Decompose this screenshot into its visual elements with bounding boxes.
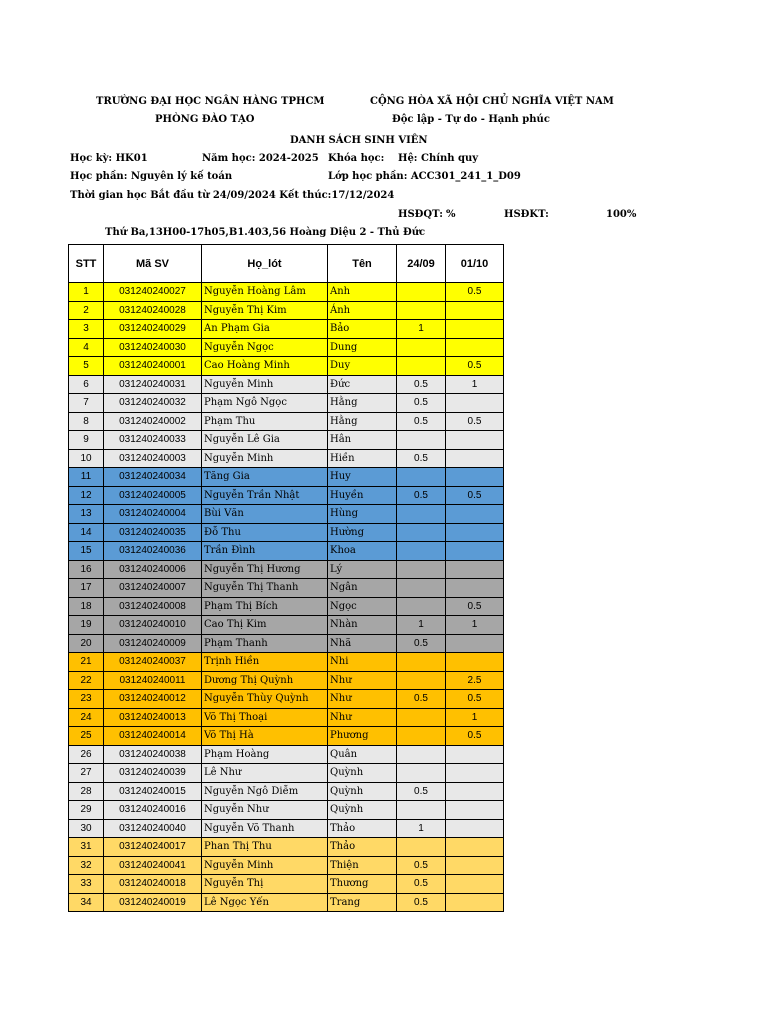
cell-score-0110 [446, 301, 504, 320]
cell-last-middle-name: Nguyễn Thị Thanh [202, 579, 328, 598]
cell-last-middle-name: Nguyễn Trần Nhật [202, 486, 328, 505]
table-row [69, 412, 504, 431]
table-row [69, 542, 504, 561]
cell-student-id: 031240240017 [104, 838, 202, 857]
cell-student-id: 031240240003 [104, 449, 202, 468]
cell-first-name: Hân [328, 431, 397, 450]
cell-score-0110 [446, 801, 504, 820]
cell-stt: 16 [69, 560, 104, 579]
cell-score-2409: 0.5 [397, 375, 446, 394]
cell-stt: 17 [69, 579, 104, 598]
cell-last-middle-name: Cao Thị Kim [202, 616, 328, 635]
table-row [69, 597, 504, 616]
table-row [69, 579, 504, 598]
cell-stt: 18 [69, 597, 104, 616]
class-code: Lớp học phần: ACC301_241_1_D09 [328, 171, 521, 182]
cell-first-name: Ngân [328, 579, 397, 598]
cell-score-2409 [397, 801, 446, 820]
cell-stt: 34 [69, 893, 104, 912]
cell-score-0110 [446, 338, 504, 357]
cell-student-id: 031240240030 [104, 338, 202, 357]
cell-first-name: Như [328, 690, 397, 709]
cell-first-name: Như [328, 671, 397, 690]
table-row [69, 301, 504, 320]
cell-student-id: 031240240012 [104, 690, 202, 709]
table-row [69, 449, 504, 468]
cell-score-0110 [446, 634, 504, 653]
header-date-0110: 01/10 [446, 245, 504, 283]
table-row [69, 690, 504, 709]
cell-last-middle-name: Tăng Gia [202, 468, 328, 487]
cell-stt: 14 [69, 523, 104, 542]
cell-stt: 24 [69, 708, 104, 727]
table-row [69, 634, 504, 653]
cell-score-0110 [446, 745, 504, 764]
cell-score-2409: 0.5 [397, 486, 446, 505]
cell-last-middle-name: Nguyễn Thị Kim [202, 301, 328, 320]
cell-score-2409: 0.5 [397, 893, 446, 912]
hsdqt-value: % [446, 209, 456, 220]
cell-score-2409: 0.5 [397, 690, 446, 709]
table-row [69, 283, 504, 302]
cell-last-middle-name: Nguyễn Minh [202, 375, 328, 394]
cell-first-name: Hùng [328, 505, 397, 524]
cell-score-2409 [397, 727, 446, 746]
cell-first-name: Lý [328, 560, 397, 579]
cell-first-name: Nhã [328, 634, 397, 653]
table-row [69, 468, 504, 487]
cell-score-0110 [446, 653, 504, 672]
cell-score-2409: 0.5 [397, 782, 446, 801]
table-row [69, 320, 504, 339]
cell-score-0110: 1 [446, 708, 504, 727]
cell-first-name: Như [328, 708, 397, 727]
cell-student-id: 031240240006 [104, 560, 202, 579]
table-row [69, 560, 504, 579]
cell-first-name: Ánh [328, 301, 397, 320]
cell-score-0110 [446, 838, 504, 857]
cell-stt: 13 [69, 505, 104, 524]
cell-first-name: Duy [328, 357, 397, 376]
cell-score-0110 [446, 579, 504, 598]
table-row [69, 708, 504, 727]
cell-student-id: 031240240015 [104, 782, 202, 801]
cell-last-middle-name: Nguyễn Thị Hương [202, 560, 328, 579]
cell-first-name: Dung [328, 338, 397, 357]
cohort-label: Khóa học: [328, 153, 385, 164]
cell-score-2409: 0.5 [397, 856, 446, 875]
academic-year: Năm học: 2024-2025 [202, 153, 319, 164]
cell-stt: 19 [69, 616, 104, 635]
cell-score-2409 [397, 671, 446, 690]
table-body [69, 283, 504, 912]
cell-score-2409: 1 [397, 819, 446, 838]
header-stt: STT [69, 245, 104, 283]
cell-student-id: 031240240028 [104, 301, 202, 320]
student-roster-table [68, 244, 504, 912]
hsdkt-label: HSĐKT: [504, 209, 549, 220]
table-row [69, 819, 504, 838]
cell-stt: 1 [69, 283, 104, 302]
cell-last-middle-name: Nguyễn Hoàng Lâm [202, 283, 328, 302]
cell-student-id: 031240240008 [104, 597, 202, 616]
cell-student-id: 031240240019 [104, 893, 202, 912]
cell-first-name: Trang [328, 893, 397, 912]
cell-last-middle-name: Nguyễn Ngô Diễm [202, 782, 328, 801]
cell-score-2409 [397, 708, 446, 727]
table-row [69, 338, 504, 357]
cell-first-name: Thiện [328, 856, 397, 875]
cell-last-middle-name: Trần Đình [202, 542, 328, 561]
cell-stt: 26 [69, 745, 104, 764]
cell-last-middle-name: An Phạm Gia [202, 320, 328, 339]
cell-score-2409 [397, 301, 446, 320]
cell-first-name: Thảo [328, 819, 397, 838]
cell-last-middle-name: Nguyễn Ngọc [202, 338, 328, 357]
cell-last-middle-name: Nguyễn Minh [202, 449, 328, 468]
cell-first-name: Thương [328, 875, 397, 894]
cell-stt: 22 [69, 671, 104, 690]
cell-last-middle-name: Bùi Văn [202, 505, 328, 524]
cell-stt: 25 [69, 727, 104, 746]
cell-stt: 9 [69, 431, 104, 450]
cell-score-0110 [446, 505, 504, 524]
cell-last-middle-name: Đỗ Thu [202, 523, 328, 542]
cell-stt: 7 [69, 394, 104, 413]
cell-score-0110: 0.5 [446, 597, 504, 616]
cell-last-middle-name: Lê Như [202, 764, 328, 783]
cell-last-middle-name: Phạm Hoàng [202, 745, 328, 764]
table-row [69, 375, 504, 394]
cell-score-2409 [397, 542, 446, 561]
cell-student-id: 031240240031 [104, 375, 202, 394]
cell-score-0110: 0.5 [446, 727, 504, 746]
cell-last-middle-name: Nguyễn Lê Gia [202, 431, 328, 450]
cell-first-name: Hường [328, 523, 397, 542]
cell-score-2409: 1 [397, 320, 446, 339]
table-row [69, 431, 504, 450]
cell-score-2409: 0.5 [397, 394, 446, 413]
hsdqt-label: HSĐQT: [398, 209, 443, 220]
cell-stt: 10 [69, 449, 104, 468]
cell-score-2409: 0.5 [397, 449, 446, 468]
cell-score-2409 [397, 579, 446, 598]
cell-score-0110: 0.5 [446, 486, 504, 505]
cell-student-id: 031240240040 [104, 819, 202, 838]
cell-score-0110: 0.5 [446, 412, 504, 431]
cell-stt: 15 [69, 542, 104, 561]
cell-stt: 30 [69, 819, 104, 838]
cell-student-id: 031240240005 [104, 486, 202, 505]
cell-score-0110 [446, 468, 504, 487]
cell-stt: 21 [69, 653, 104, 672]
table-row [69, 671, 504, 690]
table-row [69, 616, 504, 635]
cell-student-id: 031240240002 [104, 412, 202, 431]
cell-score-0110: 1 [446, 375, 504, 394]
cell-last-middle-name: Nguyễn Thùy Quỳnh [202, 690, 328, 709]
cell-score-2409 [397, 357, 446, 376]
cell-stt: 11 [69, 468, 104, 487]
table-row [69, 782, 504, 801]
cell-student-id: 031240240036 [104, 542, 202, 561]
cell-student-id: 031240240016 [104, 801, 202, 820]
cell-score-0110: 0.5 [446, 357, 504, 376]
cell-student-id: 031240240039 [104, 764, 202, 783]
cell-student-id: 031240240010 [104, 616, 202, 635]
cell-first-name: Thảo [328, 838, 397, 857]
cell-first-name: Huy [328, 468, 397, 487]
table-header-row [69, 245, 504, 283]
cell-first-name: Hằng [328, 394, 397, 413]
cell-stt: 27 [69, 764, 104, 783]
table-row [69, 394, 504, 413]
header-date-2409: 24/09 [397, 245, 446, 283]
cell-stt: 12 [69, 486, 104, 505]
table-row [69, 893, 504, 912]
cell-score-2409 [397, 764, 446, 783]
cell-student-id: 031240240033 [104, 431, 202, 450]
cell-last-middle-name: Nguyễn Như [202, 801, 328, 820]
cell-stt: 31 [69, 838, 104, 857]
cell-stt: 29 [69, 801, 104, 820]
cell-last-middle-name: Phan Thị Thu [202, 838, 328, 857]
cell-student-id: 031240240032 [104, 394, 202, 413]
cell-first-name: Đức [328, 375, 397, 394]
cell-score-0110 [446, 782, 504, 801]
table-row [69, 856, 504, 875]
cell-stt: 4 [69, 338, 104, 357]
table-row [69, 801, 504, 820]
cell-score-2409 [397, 523, 446, 542]
cell-student-id: 031240240009 [104, 634, 202, 653]
cell-score-2409 [397, 560, 446, 579]
table-row [69, 357, 504, 376]
course-name: Học phần: Nguyên lý kế toán [70, 171, 233, 182]
cell-score-0110 [446, 875, 504, 894]
cell-last-middle-name: Võ Thị Thoại [202, 708, 328, 727]
cell-score-2409: 0.5 [397, 634, 446, 653]
cell-first-name: Anh [328, 283, 397, 302]
cell-first-name: Khoa [328, 542, 397, 561]
document-title: DANH SÁCH SINH VIÊN [290, 135, 428, 146]
cell-score-2409 [397, 505, 446, 524]
table-row [69, 727, 504, 746]
university-name: TRƯỜNG ĐẠI HỌC NGÂN HÀNG TPHCM [96, 96, 325, 107]
class-schedule: Thứ Ba,13H00-17h05,B1.403,56 Hoàng Diệu 2 - Thủ Đức [105, 227, 426, 238]
cell-student-id: 031240240038 [104, 745, 202, 764]
cell-student-id: 031240240011 [104, 671, 202, 690]
cell-student-id: 031240240034 [104, 468, 202, 487]
cell-score-2409: 0.5 [397, 875, 446, 894]
cell-last-middle-name: Phạm Thị Bích [202, 597, 328, 616]
cell-student-id: 031240240037 [104, 653, 202, 672]
cell-score-0110: 0.5 [446, 690, 504, 709]
study-period: Thời gian học Bắt đầu từ 24/09/2024 Kết thúc:17/12/2024 [70, 190, 395, 201]
cell-last-middle-name: Phạm Thu [202, 412, 328, 431]
cell-first-name: Quỳnh [328, 764, 397, 783]
cell-score-0110 [446, 764, 504, 783]
cell-stt: 20 [69, 634, 104, 653]
header-first-name: Tên [328, 245, 397, 283]
header-student-id: Mã SV [104, 245, 202, 283]
cell-score-0110 [446, 320, 504, 339]
cell-first-name: Quỳnh [328, 801, 397, 820]
cell-student-id: 031240240027 [104, 283, 202, 302]
cell-student-id: 031240240004 [104, 505, 202, 524]
cell-first-name: Quân [328, 745, 397, 764]
department-name: PHÒNG ĐÀO TẠO [155, 114, 255, 125]
cell-score-2409 [397, 283, 446, 302]
cell-first-name: Quỳnh [328, 782, 397, 801]
cell-student-id: 031240240007 [104, 579, 202, 598]
cell-score-2409 [397, 838, 446, 857]
cell-first-name: Nhi [328, 653, 397, 672]
cell-score-2409 [397, 338, 446, 357]
table-row [69, 838, 504, 857]
cell-student-id: 031240240041 [104, 856, 202, 875]
cell-student-id: 031240240001 [104, 357, 202, 376]
cell-last-middle-name: Trịnh Hiền [202, 653, 328, 672]
cell-score-0110 [446, 449, 504, 468]
cell-score-2409 [397, 745, 446, 764]
cell-first-name: Phương [328, 727, 397, 746]
cell-stt: 3 [69, 320, 104, 339]
cell-first-name: Huyền [328, 486, 397, 505]
cell-first-name: Hằng [328, 412, 397, 431]
cell-student-id: 031240240035 [104, 523, 202, 542]
cell-score-0110 [446, 542, 504, 561]
cell-stt: 2 [69, 301, 104, 320]
cell-score-0110 [446, 523, 504, 542]
cell-score-2409 [397, 597, 446, 616]
cell-last-middle-name: Phạm Ngô Ngọc [202, 394, 328, 413]
table-row [69, 764, 504, 783]
table-row [69, 875, 504, 894]
cell-last-middle-name: Cao Hoàng Minh [202, 357, 328, 376]
cell-score-2409: 0.5 [397, 412, 446, 431]
cell-score-0110: 2.5 [446, 671, 504, 690]
table-row [69, 653, 504, 672]
national-motto: Độc lập - Tự do - Hạnh phúc [392, 114, 550, 125]
cell-score-2409 [397, 431, 446, 450]
cell-student-id: 031240240029 [104, 320, 202, 339]
cell-score-2409 [397, 653, 446, 672]
cell-score-0110: 1 [446, 616, 504, 635]
cell-first-name: Bảo [328, 320, 397, 339]
program-type: Hệ: Chính quy [398, 153, 479, 164]
cell-stt: 28 [69, 782, 104, 801]
cell-score-2409 [397, 468, 446, 487]
cell-score-0110 [446, 893, 504, 912]
cell-student-id: 031240240018 [104, 875, 202, 894]
semester-label: Học kỳ: HK01 [70, 153, 148, 164]
cell-last-middle-name: Nguyễn Võ Thanh [202, 819, 328, 838]
cell-last-middle-name: Phạm Thanh [202, 634, 328, 653]
cell-last-middle-name: Nguyễn Thị [202, 875, 328, 894]
cell-stt: 33 [69, 875, 104, 894]
republic-title: CỘNG HÒA XÃ HỘI CHỦ NGHĨA VIỆT NAM [370, 96, 614, 107]
table-row [69, 745, 504, 764]
cell-score-0110 [446, 431, 504, 450]
cell-first-name: Nhàn [328, 616, 397, 635]
cell-last-middle-name: Võ Thị Hà [202, 727, 328, 746]
cell-student-id: 031240240014 [104, 727, 202, 746]
cell-first-name: Hiền [328, 449, 397, 468]
cell-stt: 32 [69, 856, 104, 875]
table-row [69, 486, 504, 505]
cell-score-0110 [446, 819, 504, 838]
cell-first-name: Ngọc [328, 597, 397, 616]
header-last-middle-name: Họ_lót [202, 245, 328, 283]
cell-stt: 8 [69, 412, 104, 431]
hsdkt-value: 100% [606, 209, 637, 220]
cell-score-0110: 0.5 [446, 283, 504, 302]
cell-score-2409: 1 [397, 616, 446, 635]
cell-score-0110 [446, 856, 504, 875]
cell-stt: 23 [69, 690, 104, 709]
cell-last-middle-name: Dương Thị Quỳnh [202, 671, 328, 690]
cell-score-0110 [446, 560, 504, 579]
table-row [69, 523, 504, 542]
cell-score-0110 [446, 394, 504, 413]
cell-stt: 5 [69, 357, 104, 376]
table-row [69, 505, 504, 524]
cell-student-id: 031240240013 [104, 708, 202, 727]
cell-stt: 6 [69, 375, 104, 394]
cell-last-middle-name: Nguyễn Minh [202, 856, 328, 875]
cell-last-middle-name: Lê Ngọc Yến [202, 893, 328, 912]
